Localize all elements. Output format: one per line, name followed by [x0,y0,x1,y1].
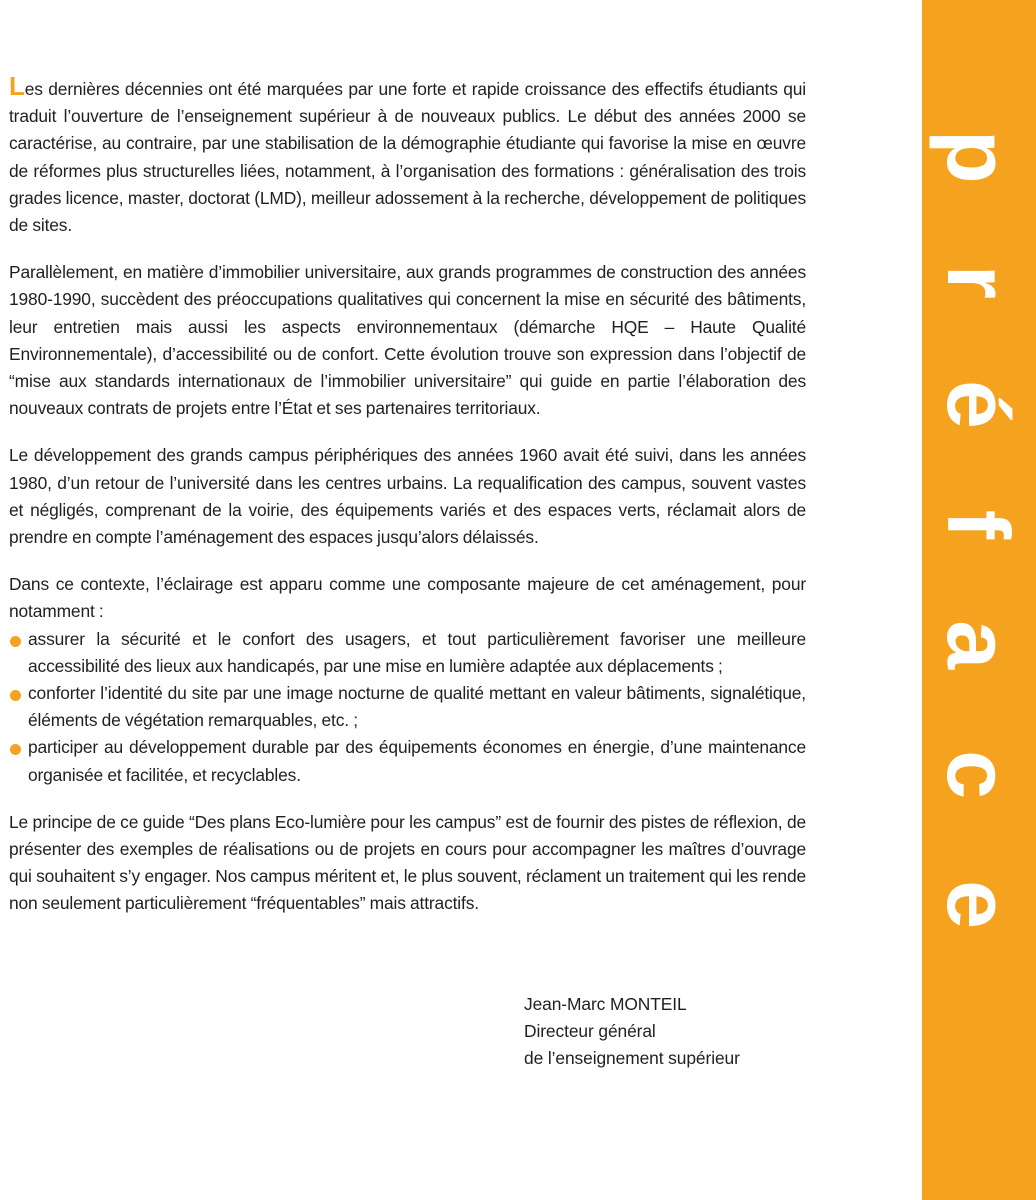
list-item [9,734,806,788]
paragraph-1 [9,71,806,239]
paragraph-4-intro: Dans ce contexte, l’éclairage est apparu comme une composante majeure de cet aménagement, pour notamment : [9,574,806,622]
bullet-dot-icon [10,690,21,701]
list-item-text: assurer la sécurité et le confort des usagers, et tout particulièrement favoriser une meilleure accessibilité des lieux aux handicapés, par une mise en lumière adaptée aux déplacements ; [28,628,806,676]
paragraph-3: Le développement des grands campus périphériques des années 1960 avait été suivi, dans les années 1980, d’un retour de l’université dans les centres urbains. La requalification des campus, souvent vastes et négligés, comprenant de la voirie, des équipements variés et des espaces verts, réclamait alors de prendre en compte l’aménagement des espaces jusqu’alors délaissés. [9,445,806,548]
signatory-name: Jean-Marc MONTEIL [524,994,687,1014]
bullet-dot-icon [10,744,21,755]
list-item-text: participer au développement durable par des équipements économes en énergie, d’une maintenance organisée et facilitée, et recyclables. [28,737,806,785]
signatory-role-line-1: Directeur général [524,1021,656,1042]
bullet-dot-icon [10,636,21,647]
list-item [9,626,806,680]
paragraph-1-text: es dernières décennies ont été marquées par une forte et rapide croissance des effectifs étudiants qui traduit l’ouverture de l’enseignement supérieur à de nouveaux publics. Le début des années 2000 se caractérise, au contraire, par une stabilisation de la démographie étudiante qui favorise la mise en œuvre de réformes plus structurelles liées, notamment, à l’organisation des formations : généralisation des trois grades licence, master, doctorat (LMD), meilleur adossement à la recherche, développement de politiques de sites. [9,79,806,236]
side-title: préface [929,129,1028,1011]
list-item-text: conforter l’identité du site par une image nocturne de qualité mettant en valeur bâtiments, signalétique, éléments de végétation remarquables, etc. ; [28,683,806,731]
preface-body [9,71,806,918]
paragraph-5: Le principe de ce guide “Des plans Eco-lumière pour les campus” est de fournir des pistes de réflexion, de présenter des exemples de réalisations ou de projets en cours pour accompagner les maîtres d’ouvrage qui souhaitent s’y engager. Nos campus méritent et, le plus souvent, réclament un traitement qui les rende non seulement particulièrement “fréquentables” mais attractifs. [9,811,806,914]
signature-block [524,991,740,1073]
paragraph-2: Parallèlement, en matière d’immobilier universitaire, aux grands programmes de construction des années 1980-1990, succèdent des préoccupations qualitatives qui concernent la mise en sécurité des bâtiments, leur entretien mais aussi les aspects environnementaux (démarche HQE – Haute Qualité Environnementale), d’accessibilité ou de confort. Cette évolution trouve son expression dans l’objectif de “mise aux standards internationaux de l’immobilier universitaire” qui guide en partie l’élaboration des nouveaux contrats de projets entre l’État et ses partenaires territoriaux. [9,262,806,419]
signatory-role-line-2: de l’enseignement supérieur [524,1048,740,1069]
drop-cap: L [9,71,25,101]
list-item [9,680,806,734]
objectives-list [9,626,806,789]
